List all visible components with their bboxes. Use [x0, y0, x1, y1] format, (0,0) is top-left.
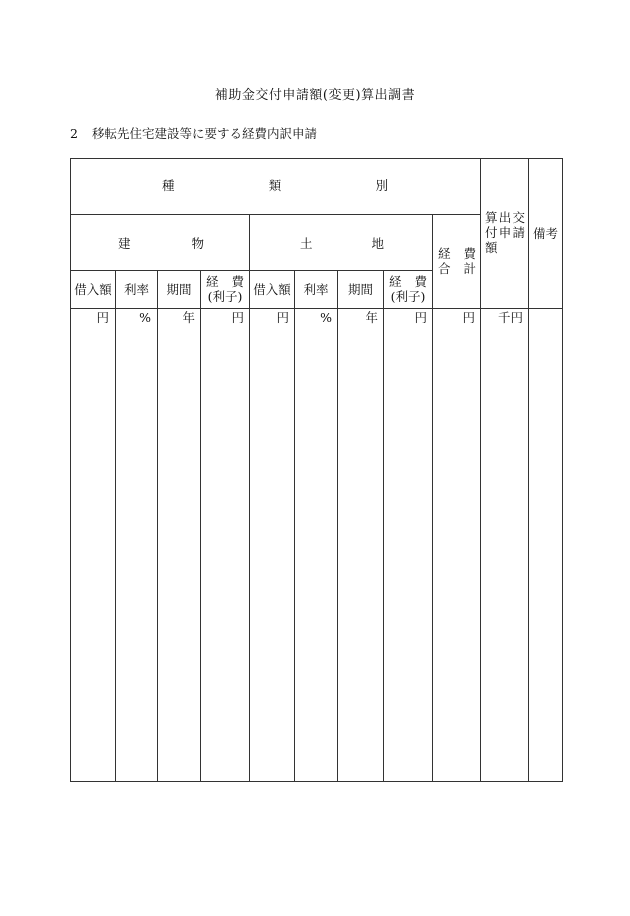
header-land-char: 地 [371, 236, 384, 251]
subheader-expense-char: 経 [206, 274, 219, 289]
table-col-rule [337, 270, 338, 781]
table-col-rule [249, 214, 250, 781]
header-expense-total-char: 計 [463, 261, 476, 276]
table-col-rule [115, 270, 116, 781]
header-calc-amount [485, 210, 525, 255]
table-col-rule [383, 270, 384, 781]
subheader-building-rate: 利率 [123, 282, 149, 297]
header-expense-total-char: 費 [463, 246, 476, 261]
table-col-rule [200, 270, 201, 781]
header-category-char: 類 [268, 178, 282, 193]
header-land [300, 236, 384, 251]
table-col-rule [480, 158, 481, 781]
section-heading [70, 124, 317, 142]
subheader-expense-interest: (利子) [207, 289, 243, 304]
header-calc-char: 交 [512, 210, 525, 225]
table-col-rule [528, 158, 529, 781]
header-category-char: 種 [162, 178, 175, 193]
subheader-land-rate: 利率 [303, 282, 329, 297]
header-calc-char: 付 [485, 225, 498, 240]
header-calc-char: 額 [485, 240, 498, 255]
table-col-rule [432, 214, 433, 781]
header-remarks: 備考 [532, 226, 558, 241]
header-category [162, 178, 388, 193]
table-border-right [562, 158, 563, 782]
unit-building-borrow: 円 [96, 310, 109, 325]
header-category-char: 別 [375, 178, 388, 193]
table-rule-header1 [70, 214, 480, 215]
header-calc-char: 出 [498, 210, 512, 225]
subheader-land-expense [384, 274, 432, 304]
subheader-expense-char: 費 [414, 274, 427, 289]
unit-land-borrow: 円 [276, 310, 289, 325]
table-rule-header3 [70, 308, 563, 309]
subheader-building-borrow: 借入額 [74, 282, 112, 297]
header-building [118, 236, 204, 251]
header-expense-total [438, 246, 476, 276]
subheader-land-period: 期間 [347, 282, 373, 297]
table-border-bottom [70, 781, 563, 782]
table-col-rule [157, 270, 158, 781]
header-building-char: 建 [118, 236, 131, 251]
unit-building-rate: % [139, 310, 151, 325]
document-title: 補助金交付申請額(変更)算出調書 [214, 88, 416, 103]
header-land-char: 土 [300, 236, 313, 251]
section-title: 移転先住宅建設等に要する経費内訳申請 [91, 126, 317, 141]
subheader-expense-char: 費 [231, 274, 244, 289]
unit-building-period: 年 [182, 310, 195, 325]
table-border-top [70, 158, 563, 159]
header-calc-char: 請 [512, 225, 525, 240]
unit-land-period: 年 [365, 310, 378, 325]
subheader-expense-interest: (利子) [390, 289, 426, 304]
table-border-left [70, 158, 71, 782]
subheader-building-period: 期間 [166, 282, 192, 297]
table-rule-header2 [70, 270, 433, 271]
unit-calc-amount: 千円 [497, 310, 523, 325]
unit-expense-total: 円 [462, 310, 475, 325]
unit-land-rate: % [320, 310, 332, 325]
table-col-rule [294, 270, 295, 781]
header-expense-total-char: 合 [438, 261, 451, 276]
subheader-expense-char: 経 [389, 274, 402, 289]
header-calc-char: 申 [498, 225, 512, 240]
header-calc-char: 算 [485, 210, 498, 225]
subheader-land-borrow: 借入額 [253, 282, 291, 297]
section-number: 2 [70, 126, 78, 141]
subheader-building-expense [201, 274, 249, 304]
unit-land-expense: 円 [414, 310, 427, 325]
header-building-char: 物 [191, 236, 204, 251]
header-expense-total-char: 経 [438, 246, 451, 261]
unit-building-expense: 円 [231, 310, 244, 325]
